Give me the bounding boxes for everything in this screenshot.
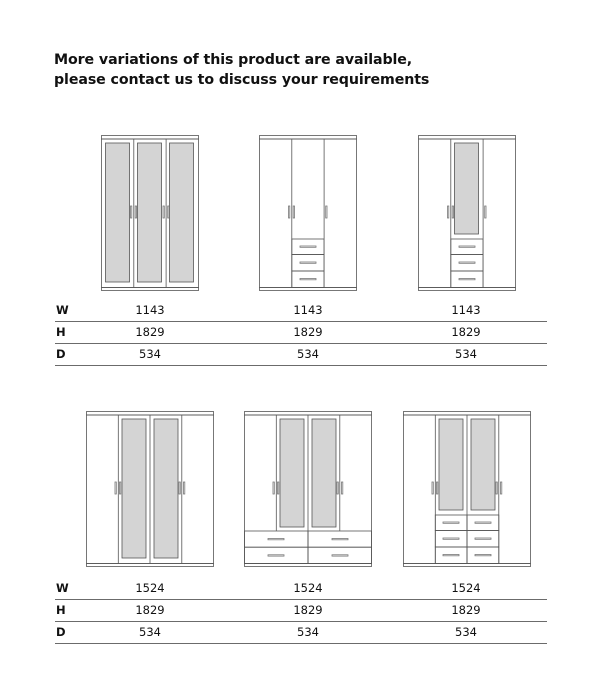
dimensions-table-2 xyxy=(55,578,547,644)
dimension-value: 534 xyxy=(297,347,319,361)
dimension-value: 1524 xyxy=(451,581,481,595)
dimension-key: H xyxy=(56,325,66,339)
dimension-value: 534 xyxy=(297,625,319,639)
dimension-row-depth xyxy=(55,344,547,366)
dimension-value: 1143 xyxy=(451,303,481,317)
dimension-value: 1829 xyxy=(451,325,481,339)
wardrobe-drawing-4-door-mirrored xyxy=(86,411,214,569)
dimension-key: H xyxy=(56,603,66,617)
dimension-value: 1143 xyxy=(135,303,165,317)
wardrobe-drawing-4-door-mirrors-6-drawers xyxy=(403,411,531,569)
dimension-value: 534 xyxy=(455,347,477,361)
dimension-value: 1524 xyxy=(293,581,323,595)
dimension-value: 1829 xyxy=(135,603,165,617)
wardrobe-drawing-3-door-mirrored xyxy=(101,135,199,293)
dimension-row-height xyxy=(55,600,547,622)
dimension-value: 1143 xyxy=(293,303,323,317)
dimension-value: 534 xyxy=(455,625,477,639)
dimensions-table-1 xyxy=(55,300,547,366)
dimension-value: 1829 xyxy=(293,325,323,339)
dimension-value: 1829 xyxy=(135,325,165,339)
dimension-row-width xyxy=(55,300,547,322)
dimension-key: D xyxy=(56,347,66,361)
dimension-value: 534 xyxy=(139,347,161,361)
dimension-key: D xyxy=(56,625,66,639)
wardrobe-drawing-3-door-mirror-drawers xyxy=(418,135,516,293)
heading-line-1: More variations of this product are available, xyxy=(54,52,413,68)
heading-line-2: please contact us to discuss your requirements xyxy=(54,72,430,88)
dimension-value: 534 xyxy=(139,625,161,639)
wardrobe-drawing-3-door-drawers xyxy=(259,135,357,293)
dimension-key: W xyxy=(56,303,69,317)
dimension-row-depth xyxy=(55,622,547,644)
dimension-key: W xyxy=(56,581,69,595)
dimension-row-height xyxy=(55,322,547,344)
dimension-value: 1524 xyxy=(135,581,165,595)
wardrobe-drawing-4-door-mirrors-drawers xyxy=(244,411,372,569)
dimension-value: 1829 xyxy=(451,603,481,617)
dimension-value: 1829 xyxy=(293,603,323,617)
dimension-row-width xyxy=(55,578,547,600)
heading xyxy=(54,50,574,90)
